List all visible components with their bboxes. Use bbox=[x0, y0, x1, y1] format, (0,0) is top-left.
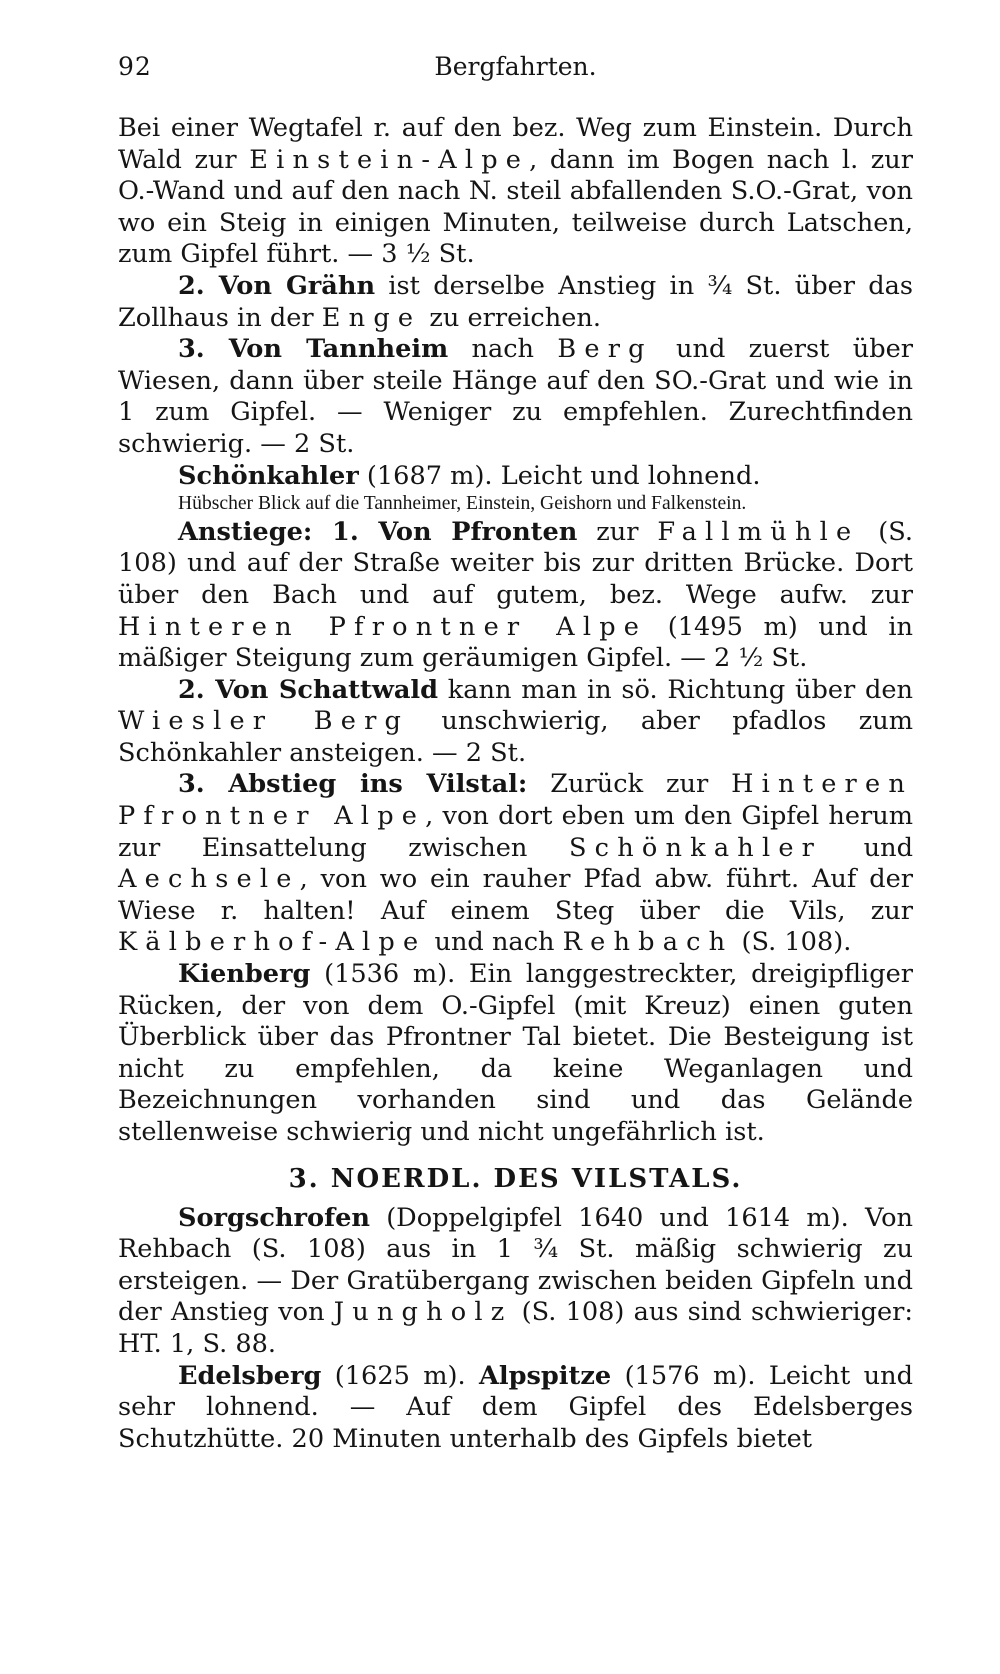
page-body bbox=[118, 113, 913, 1455]
page-header bbox=[118, 52, 913, 92]
peak-name: Sorgschrofen bbox=[178, 1202, 370, 1233]
section-heading: 3. NOERDL. DES VILSTALS. bbox=[288, 1163, 743, 1194]
place-name: Enge bbox=[321, 302, 422, 333]
paragraph-einstein-route: Bei einer Wegtafel r. auf den bez. Weg zum Einstein. Durch Wald zur Einstein-Alpe, dann im Bogen nach l. zur O.-Wand und auf den nach N. steil abfallenden S.O.-Grat, von wo ein Steig in einigen Minuten, teilweise durch Latschen, zum Gipfel führt. — 3 ½ St. bbox=[118, 113, 913, 270]
route-heading: 2. Von Schattwald bbox=[178, 674, 439, 705]
place-name: Rehbach bbox=[562, 927, 734, 958]
peak-name: Edelsberg bbox=[178, 1360, 322, 1391]
place-name: Hinteren Pfrontner Alpe bbox=[118, 611, 648, 642]
paragraph-von-graehn: 2. Von Grähn ist derselbe Anstieg in ¾ St. über das Zollhaus in der Enge zu erreichen. bbox=[118, 270, 913, 333]
paragraph-view-note: Hübscher Blick auf die Tannheimer, Einstein, Geishorn und Falkenstein. bbox=[178, 493, 747, 515]
peak-name: Alpspitze bbox=[479, 1360, 612, 1391]
route-heading: Anstiege: bbox=[178, 516, 313, 547]
place-name: Hinteren Pfrontner Alpe bbox=[118, 769, 913, 832]
paragraph-abstieg-vilstal: 3. Abstieg ins Vilstal: Zurück zur Hinteren Pfrontner Alpe, von dort eben um den Gipfel herum zur Einsattelung zwischen Schönkahler und Aechsele, von wo ein rauher Pfad abw. führt. Auf der Wiese r. halten! Auf einem Steg über die Vils, zur Kälberhof-Alpe und nach Rehbach (S. 108). bbox=[118, 769, 913, 958]
route-heading: 3. Von Tannheim bbox=[178, 334, 449, 365]
place-name: Aechsele bbox=[118, 864, 300, 895]
paragraph-von-tannheim: 3. Von Tannheim nach Berg und zuerst über Wiesen, dann über steile Hänge auf den SO.-Grat und wie in 1 zum Gipfel. — Weniger zu empfehlen. Zurechtfinden schwierig. — 2 St. bbox=[118, 334, 913, 459]
place-name: Kälberhof-Alpe bbox=[118, 927, 427, 958]
paragraph-von-schattwald: 2. Von Schattwald kann man in sö. Richtung über den Wiesler Berg unschwierig, aber pfadlos zum Schönkahler ansteigen. — 2 St. bbox=[118, 674, 913, 768]
place-name: Jungholz bbox=[333, 1297, 513, 1328]
route-heading: 2. Von Grähn bbox=[178, 270, 376, 301]
route-heading: 3. Abstieg ins Vilstal: bbox=[178, 769, 528, 800]
place-name: Wiesler Berg bbox=[118, 706, 410, 737]
paragraph-anstiege: Anstiege: 1. Von Pfronten zur Fallmühle (S. 108) und auf der Straße weiter bis zur dritten Brücke. Dort über den Bach und auf gutem, bez. Wege aufw. zur Hinteren Pfrontner Alpe (1495 m) und in mäßiger Steigung zum geräumigen Gipfel. — 2 ½ St. bbox=[118, 516, 914, 674]
peak-name: Kienberg bbox=[178, 959, 311, 990]
paragraph-edelsberg: Edelsberg (1625 m). Alpspitze (1576 m). Leicht und sehr lohnend. — Auf dem Gipfel des Edelsberges Schutzhütte. 20 Minuten unterhalb des Gipfels bietet bbox=[118, 1360, 913, 1454]
paragraph-schoenkahler: Schönkahler (1687 m). Leicht und lohnend. bbox=[178, 460, 761, 491]
place-name: Schönkahler bbox=[568, 832, 823, 863]
route-heading: 1. Von Pfronten bbox=[312, 516, 578, 547]
place-name: Berg bbox=[557, 334, 653, 365]
peak-name: Schönkahler bbox=[178, 460, 359, 491]
paragraph-sorgschrofen: Sorgschrofen (Doppelgipfel 1640 und 1614 m). Von Rehbach (S. 108) aus in 1 ¾ St. mäßig schwierig zu ersteigen. — Der Gratübergang zwischen beiden Gipfeln und der Anstieg von Jungholz (S. 108) aus sind schwieriger: HT. 1, S. 88. bbox=[118, 1202, 913, 1359]
place-name: Einstein-Alpe bbox=[249, 144, 530, 175]
running-head: Bergfahrten. bbox=[434, 52, 597, 81]
place-name: Fallmühle bbox=[657, 516, 860, 547]
page-number: 92 bbox=[118, 52, 152, 81]
paragraph-kienberg: Kienberg (1536 m). Ein langgestreckter, dreigipfliger Rücken, der von dem O.-Gipfel (mit Kreuz) einen guten Überblick über das Pfrontner Tal bietet. Die Besteigung ist nicht zu empfehlen, da keine Weganlagen und Bezeichnungen vorhanden sind und das Gelände stellenweise schwierig und nicht ungefährlich ist. bbox=[118, 959, 913, 1147]
